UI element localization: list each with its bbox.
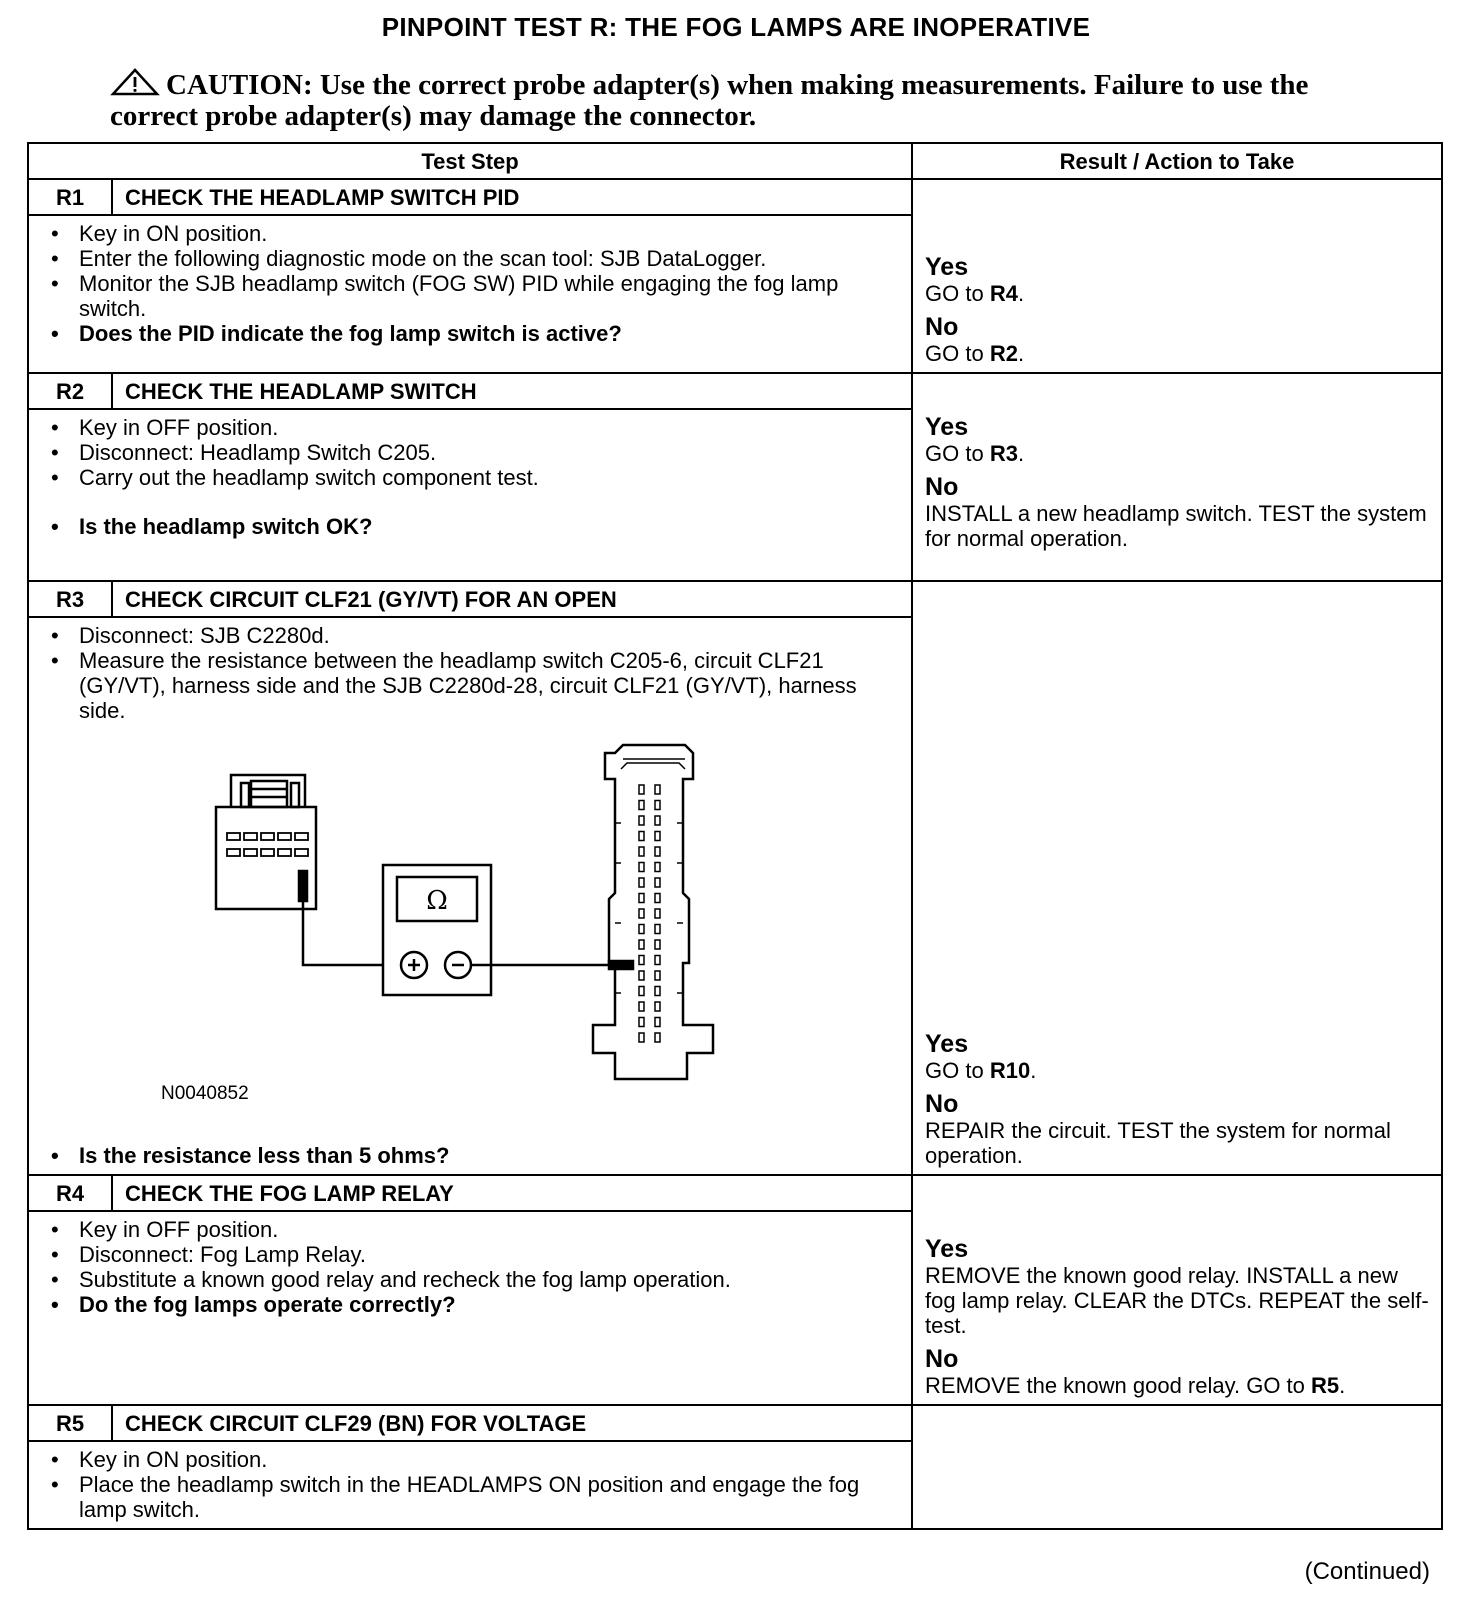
sjb-pin: [639, 1033, 644, 1042]
sjb-pin: [655, 1033, 660, 1042]
sjb-pin: [655, 940, 660, 949]
sjb-pin: [639, 940, 644, 949]
pinpoint-test-table: [27, 142, 1443, 1530]
sjb-pin: [655, 1018, 660, 1027]
list-item: • Substitute a known good relay and recheck the fog lamp operation.: [41, 1267, 901, 1292]
no-label: No: [925, 1345, 959, 1373]
table-header-row: [28, 143, 1442, 179]
sjb-pin: [639, 987, 644, 996]
yes-action: REMOVE the known good relay. INSTALL a new fog lamp relay. CLEAR the DTCs. REPEAT the self-test.: [925, 1263, 1429, 1338]
step-r3-heading-row: [28, 581, 1442, 617]
no-label: No: [925, 473, 959, 501]
step-question: • Is the headlamp switch OK?: [41, 514, 901, 539]
sjb-pin: [639, 971, 644, 980]
sjb-pin: [655, 832, 660, 841]
sjb-pin: [639, 816, 644, 825]
sjb-pin: [639, 956, 644, 965]
yes-label: Yes: [925, 413, 969, 441]
sjb-pin: [639, 801, 644, 810]
step-r1-body: [28, 215, 912, 373]
sjb-pin: [655, 956, 660, 965]
no-label: No: [925, 313, 959, 341]
no-action: REMOVE the known good relay. GO to R5.: [925, 1373, 1346, 1398]
step-question: • Is the resistance less than 5 ohms?: [41, 1143, 901, 1168]
list-item: • Key in OFF position.: [41, 1217, 901, 1242]
no-action: INSTALL a new headlamp switch. TEST the system for normal operation.: [925, 501, 1427, 551]
step-id: R4: [28, 1175, 112, 1211]
step-question: • Does the PID indicate the fog lamp switch is active?: [41, 321, 901, 346]
step-r2-body: [28, 409, 912, 581]
list-item: • Disconnect: Fog Lamp Relay.: [41, 1242, 901, 1267]
sjb-pin: [655, 909, 660, 918]
figure-id: N0040852: [161, 1083, 249, 1104]
step-r3-result: [912, 581, 1442, 1175]
ohmmeter-body: [383, 865, 491, 995]
sjb-connector-body: [593, 745, 713, 1079]
list-item: • Carry out the headlamp switch component test.: [41, 465, 901, 490]
sjb-pin: [639, 1002, 644, 1011]
sjb-pin: [639, 1018, 644, 1027]
step-r4-body: [28, 1211, 912, 1405]
no-label: No: [925, 1090, 959, 1118]
sjb-pin: [639, 909, 644, 918]
sjb-pin: [655, 801, 660, 810]
step-id: R2: [28, 373, 112, 409]
step-heading: CHECK THE HEADLAMP SWITCH: [112, 373, 912, 409]
yes-label: Yes: [925, 1030, 969, 1058]
step-heading: CHECK THE FOG LAMP RELAY: [112, 1175, 912, 1211]
list-item: • Key in ON position.: [41, 221, 901, 246]
sjb-pin: [655, 847, 660, 856]
yes-label: Yes: [925, 1235, 969, 1263]
caution-note: [110, 68, 1340, 132]
header-result: Result / Action to Take: [912, 143, 1442, 179]
sjb-pin: [655, 987, 660, 996]
step-r5-body: [28, 1441, 912, 1529]
list-item: • Key in ON position.: [41, 1447, 901, 1472]
sjb-pin: [655, 971, 660, 980]
sjb-pin: [639, 832, 644, 841]
step-r4-heading-row: [28, 1175, 1442, 1211]
sjb-pin: [639, 863, 644, 872]
step-id: R1: [28, 179, 112, 215]
no-action: GO to R2.: [925, 341, 1025, 366]
resistance-test-diagram: [41, 723, 901, 1143]
sjb-pin: [639, 847, 644, 856]
step-r1-result: [912, 179, 1442, 373]
step-r1-heading-row: [28, 179, 1442, 215]
list-item: • Disconnect: SJB C2280d.: [41, 623, 901, 648]
no-action: REPAIR the circuit. TEST the system for normal operation.: [925, 1118, 1391, 1168]
step-heading: CHECK CIRCUIT CLF21 (GY/VT) FOR AN OPEN: [112, 581, 912, 617]
step-r5-heading-row: [28, 1405, 1442, 1441]
ohm-symbol: Ω: [426, 886, 448, 916]
sjb-pin-array: [639, 785, 660, 1042]
step-r5-result: [912, 1405, 1442, 1529]
sjb-pin: [639, 894, 644, 903]
step-r2-heading-row: [28, 373, 1442, 409]
step-heading: CHECK CIRCUIT CLF29 (BN) FOR VOLTAGE: [112, 1405, 912, 1441]
sjb-pin: [655, 863, 660, 872]
sjb-pin: [639, 785, 644, 794]
step-r2-result: [912, 373, 1442, 581]
caution-text: CAUTION: Use the correct probe adapter(s) when making measurements. Failure to use the correct probe adapter(s) may damage the connector.: [110, 69, 1309, 132]
sjb-pin: [639, 878, 644, 887]
sjb-pin: [655, 878, 660, 887]
step-r3-body: [28, 617, 912, 1175]
yes-action: GO to R10.: [925, 1058, 1037, 1083]
sjb-pin: [639, 925, 644, 934]
sjb-pin: [655, 925, 660, 934]
header-test-step: Test Step: [28, 143, 912, 179]
step-id: R3: [28, 581, 112, 617]
step-id: R5: [28, 1405, 112, 1441]
warning-triangle-icon: [110, 68, 160, 96]
step-heading: CHECK THE HEADLAMP SWITCH PID: [112, 179, 912, 215]
sjb-pin: [655, 894, 660, 903]
list-item: • Monitor the SJB headlamp switch (FOG SW) PID while engaging the fog lamp switch.: [41, 271, 901, 321]
list-item: • Key in OFF position.: [41, 415, 901, 440]
sjb-pin: [655, 785, 660, 794]
continued-label: (Continued): [1304, 1558, 1430, 1585]
list-item: • Enter the following diagnostic mode on the scan tool: SJB DataLogger.: [41, 246, 901, 271]
yes-action: GO to R4.: [925, 281, 1025, 306]
list-item: • Measure the resistance between the headlamp switch C205-6, circuit CLF21 (GY/VT), harness side and the SJB C2280d-28, circuit CLF21 (GY/VT), harness side.: [41, 648, 901, 723]
step-question: • Do the fog lamps operate correctly?: [41, 1292, 901, 1317]
sjb-pin: [655, 816, 660, 825]
list-item: • Disconnect: Headlamp Switch C205.: [41, 440, 901, 465]
sjb-pin: [655, 1002, 660, 1011]
yes-label: Yes: [925, 253, 969, 281]
circuit-diagram-svg: [41, 723, 901, 1143]
list-item: • Place the headlamp switch in the HEADLAMPS ON position and engage the fog lamp switch.: [41, 1472, 901, 1522]
yes-action: GO to R3.: [925, 441, 1025, 466]
page-title: PINPOINT TEST R: THE FOG LAMPS ARE INOPERATIVE: [381, 12, 1091, 42]
step-r4-result: [912, 1175, 1442, 1405]
